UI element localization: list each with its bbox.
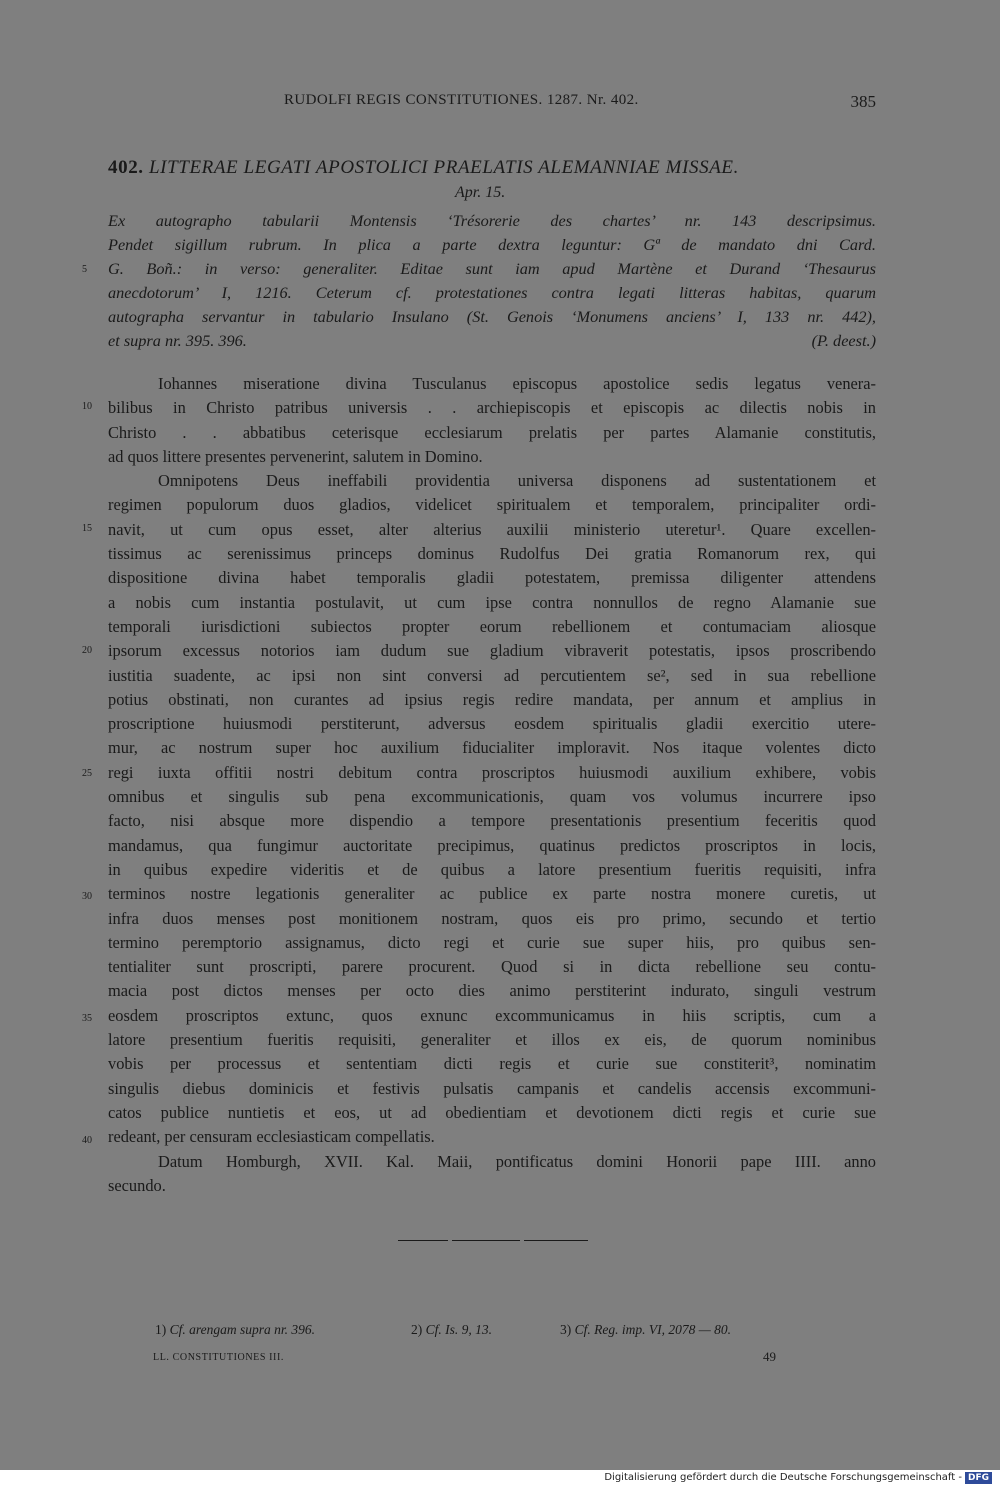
body-line: infra duos menses post monitionem nostram, quos eis pro primo, secundo et tertio xyxy=(108,908,876,928)
page-header xyxy=(108,92,876,112)
footnote-text: Cf. Is. 9, 13. xyxy=(425,1322,493,1337)
body-line: vobis per processus et sententiam dicti regis et curie sue constiterit³, nominatim xyxy=(108,1054,876,1074)
separator-rule xyxy=(524,1240,588,1241)
body-line: mur, ac nostrum super hoc auxilium fiducialiter imploravit. Nos itaque volentes dicto xyxy=(108,738,876,758)
digitization-credit xyxy=(604,1472,992,1484)
document-number: 402. xyxy=(108,157,144,178)
footnote-text: Cf. arengam supra nr. 396. xyxy=(169,1322,316,1337)
separator-rule xyxy=(452,1240,520,1241)
source-note xyxy=(108,209,876,353)
body-line: termino peremptorio assignamus, dicto regi et curie sue super hiis, pro quibus sen- xyxy=(108,932,876,952)
body-line: eosdem proscriptos extunc, quos exnunc excommunicamus in hiis scriptis, cum a xyxy=(108,1005,876,1025)
body-line: facto, nisi absque more dispendio a tempore presentationis presentium feceritis quod xyxy=(108,811,876,831)
dfg-logo: DFG xyxy=(965,1472,992,1484)
line-number: 20 xyxy=(82,645,92,656)
body-line: catos publice nuntietis et eos, ut ad obedientiam et devotionem dicti regis et curie sue xyxy=(108,1102,876,1122)
footnote xyxy=(560,1322,731,1338)
body-line: bilibus in Christo patribus universis . . archiepiscopis et episcopis ac dilectis nobis in xyxy=(108,398,876,418)
line-number: 30 xyxy=(82,891,92,902)
footnote-number: 3) xyxy=(560,1322,572,1337)
page-number: 385 xyxy=(850,92,876,111)
line-number: 40 xyxy=(82,1135,92,1146)
body-line: Iohannes miseratione divina Tusculanus episcopus apostolice sedis legatus venera- xyxy=(158,374,876,393)
body-line: iustitia suadente, ac ipsi non sint conversi ad percutientem se², sed in sua rebellione xyxy=(108,665,876,685)
source-note-line: Pendet sigillum rubrum. In plica a parte dextra leguntur: Gª de mandato dni Card. xyxy=(108,235,876,254)
body-line: ipsorum excessus notorios iam dudum sue gladium vibraverit potestatis, ipsos proscribendo xyxy=(108,641,876,661)
line-number: 5 xyxy=(82,264,87,275)
footer-signature: 49 xyxy=(763,1349,776,1364)
line-number: 25 xyxy=(82,768,92,779)
source-note-line: autographa servantur in tabulario Insulano (St. Genois ‘Monumens anciens’ I, 133 nr. 442), xyxy=(108,307,876,326)
body-line: secundo. xyxy=(108,1175,166,1195)
line-number: 15 xyxy=(82,523,92,534)
body-line: redeant, per censuram ecclesiasticam compellatis. xyxy=(108,1127,435,1147)
body-line: mandamus, qua fungimur auctoritate precipimus, quatinus predictos proscriptos in locis, xyxy=(108,835,876,855)
body-line: ad quos littere presentes pervenerint, salutem in Domino. xyxy=(108,446,483,466)
body-line: proscriptione huiusmodi perstiterunt, adversus eosdem spiritualis gladii exercitio utere- xyxy=(108,714,876,734)
body-line: omnibus et singulis sub pena excommunicationis, quam vos volumus incurrere ipso xyxy=(108,787,876,807)
document-title xyxy=(108,157,876,179)
body-line: regimen populorum duos gladios, videlicet spiritualem et temporalem, principaliter ordi- xyxy=(108,495,876,515)
body-line: Christo . . abbatibus ceterisque ecclesiarum prelatis per partes Alamanie constitutis, xyxy=(108,422,876,442)
source-note-last-line xyxy=(108,329,876,353)
body-line: tissimus ac serenissimus princeps dominus Rudolfus Dei gratia Romanorum rex, qui xyxy=(108,544,876,564)
body-line: regi iuxta offitii nostri debitum contra proscriptos huiusmodi auxilium exhibere, vobis xyxy=(108,762,876,782)
body-line: temporali iurisdictioni subiectos propter eorum rebellionem et contumaciam aliosque xyxy=(108,616,876,636)
body-line: macia post dictos menses per octo dies animo perstiterint indurato, singuli vestrum xyxy=(108,981,876,1001)
source-note-line: anecdotorum’ I, 1216. Ceterum cf. protestationes contra legati litteras habitas, quarum xyxy=(108,283,876,302)
body-line: dispositione divina habet temporalis gladii potestatem, premissa diligenter attendens xyxy=(108,568,876,588)
footer-series: LL. CONSTITUTIONES III. xyxy=(153,1352,285,1363)
footnote-text: Cf. Reg. imp. VI, 2078 — 80. xyxy=(574,1322,731,1337)
body-line: singulis diebus dominicis et festivis pulsatis campanis et candelis accensis excommuni- xyxy=(108,1078,876,1098)
body-line: navit, ut cum opus esset, alter alterius auxilii ministerio uteretur¹. Quare excellen- xyxy=(108,519,876,539)
separator-rule xyxy=(398,1240,448,1241)
body-line: Omnipotens Deus ineffabili providentia universa disponens ad sustentationem et xyxy=(158,471,876,491)
footnote xyxy=(411,1322,492,1338)
body-line: a nobis cum instantia postulavit, ut cum ipse contra nonnullos de regno Alamanie sue xyxy=(108,592,876,612)
source-note-line: G. Boñ.: in verso: generaliter. Editae sunt iam apud Martène et Durand ‘Thesaurus xyxy=(108,259,876,278)
running-head: RUDOLFI REGIS CONSTITUTIONES. 1287. Nr. 402. xyxy=(284,92,639,108)
source-note-line: et supra nr. 395. 396. xyxy=(108,331,247,350)
body-line: tentialiter sunt proscripti, parere procurent. Quod si in dicta rebellione seu contu- xyxy=(108,957,876,977)
body-line: terminos nostre legationis generaliter ac publice ex parte nostra monere curetis, ut xyxy=(108,884,876,904)
document-body xyxy=(108,372,876,1198)
footnote-number: 1) xyxy=(155,1322,167,1337)
document-date: Apr. 15. xyxy=(455,184,506,201)
body-line: Datum Homburgh, XVII. Kal. Maii, pontificatus domini Honorii pape IIII. anno xyxy=(158,1151,876,1171)
body-line: potius obstinati, non curantes ad ipsius regis redire mandata, per annum et amplius in xyxy=(108,689,876,709)
footnote xyxy=(155,1322,315,1338)
source-note-line: Ex autographo tabularii Montensis ‘Trésorerie des chartes’ nr. 143 descripsimus. xyxy=(108,211,876,230)
line-number: 10 xyxy=(82,401,92,412)
body-line: latore presentium fueritis requisiti, generaliter et illos ex eis, de quorum nominibus xyxy=(108,1030,876,1050)
footnote-number: 2) xyxy=(411,1322,423,1337)
credit-text: Digitalisierung gefördert durch die Deutsche Forschungsgemeinschaft - xyxy=(604,1472,962,1483)
body-line: in quibus expedire videritis et de quibus a latore presentium fueritis requisiti, infra xyxy=(108,859,876,879)
source-note-remark: (P. deest.) xyxy=(811,331,876,350)
document-title-text: LITTERAE LEGATI APOSTOLICI PRAELATIS ALEMANNIAE MISSAE. xyxy=(149,157,739,178)
line-number: 35 xyxy=(82,1013,92,1024)
